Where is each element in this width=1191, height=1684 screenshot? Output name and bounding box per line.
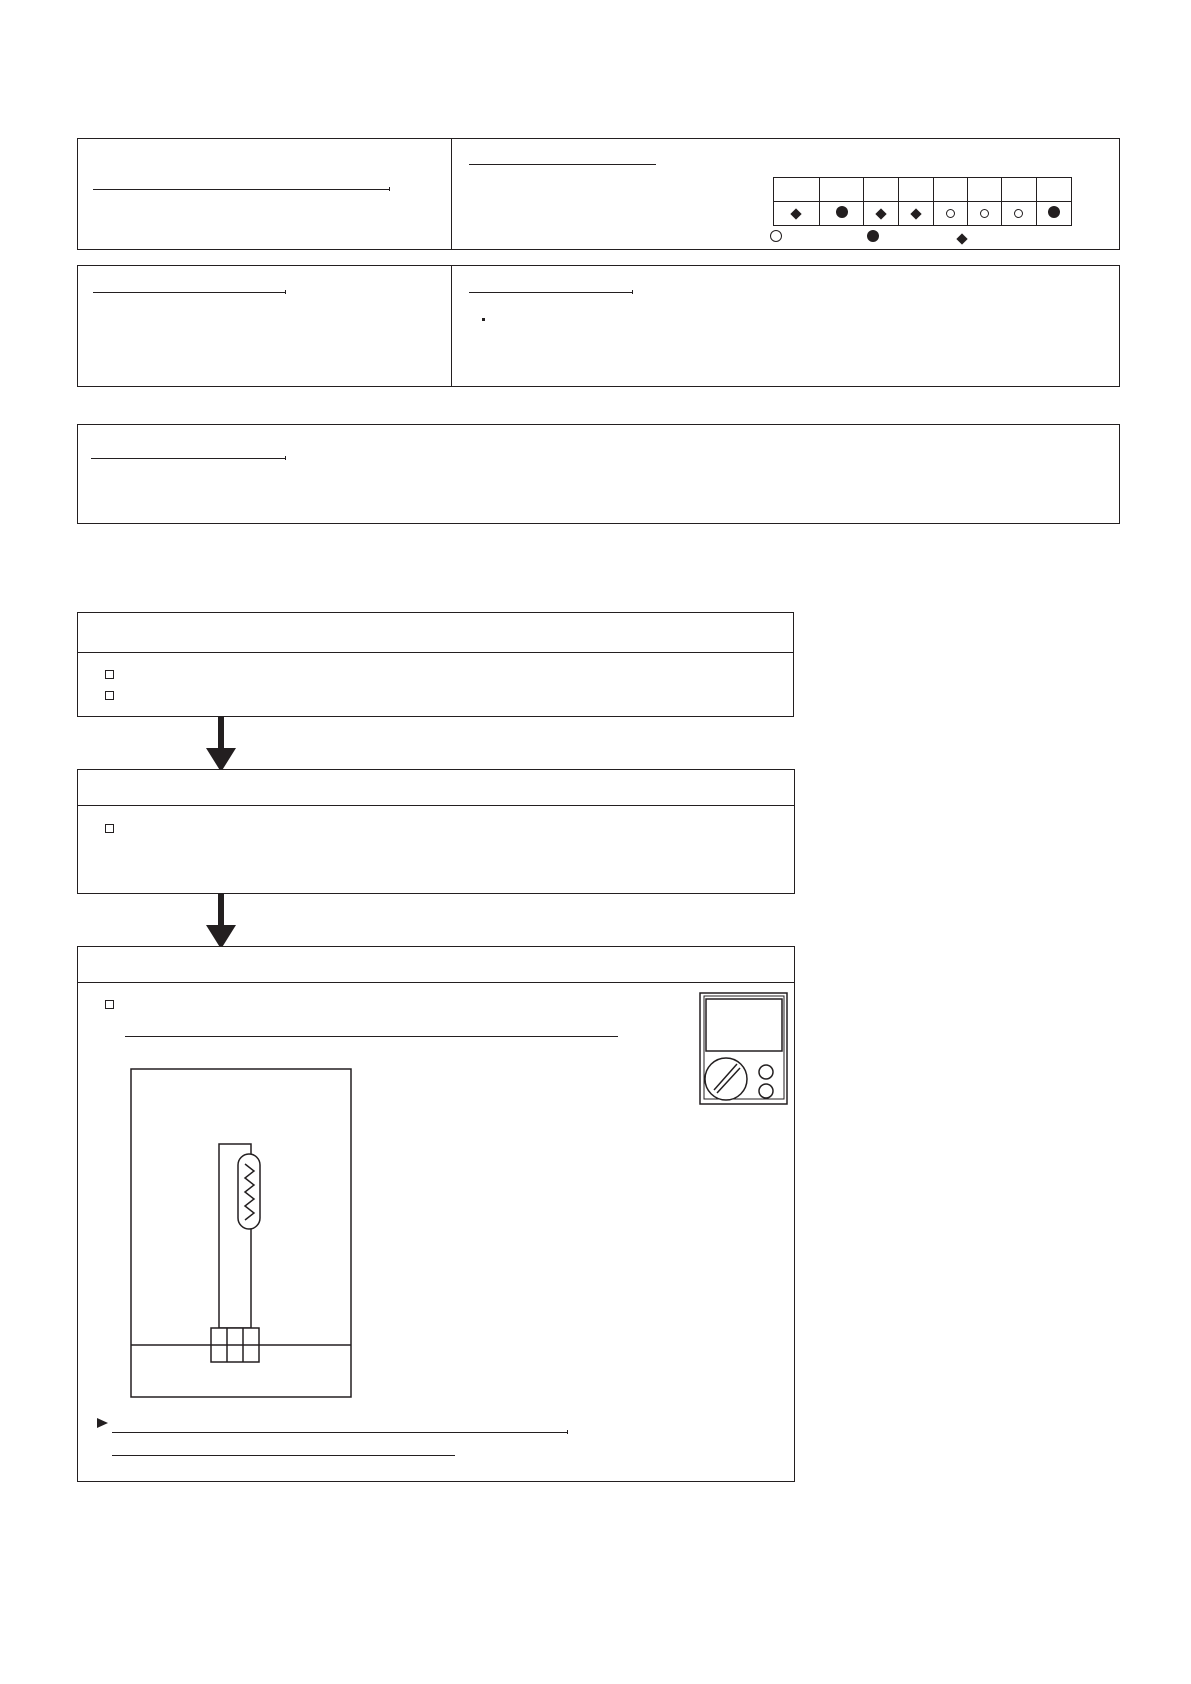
lamp-off-circle-icon — [1014, 209, 1023, 218]
lamp-on-dot-icon — [867, 230, 879, 242]
lamp-off-circle-icon — [980, 209, 989, 218]
legend-lamp-blinking — [958, 230, 966, 248]
down-arrow-icon — [206, 893, 236, 949]
note-underline-1 — [112, 1432, 567, 1433]
small-square-bullet — [482, 318, 485, 321]
legend-lamp-on — [867, 229, 879, 247]
indicator-header-cell — [933, 178, 967, 202]
lamp-blinking-diamond-icon — [876, 208, 887, 219]
indicator-header-cell — [774, 178, 820, 202]
info-panel-row-3 — [77, 424, 1120, 524]
step-1-box — [77, 612, 794, 717]
lamp-off-circle-icon — [946, 209, 955, 218]
indicator-lamp-table — [773, 177, 1072, 226]
indicator-header-cell — [967, 178, 1001, 202]
indicator-header-cell — [864, 178, 899, 202]
lamp-off-circle-icon — [770, 230, 782, 242]
measurement-underline — [125, 1036, 618, 1037]
legend-lamp-off — [770, 229, 782, 247]
step-2-title-divider — [77, 805, 795, 806]
step-2-checkbox[interactable] — [105, 824, 114, 833]
lamp-blinking-diamond-icon — [956, 233, 967, 244]
down-arrow-icon — [206, 716, 236, 772]
indicator-heading-underline — [469, 164, 656, 165]
indicator-symbol-row — [774, 202, 1072, 226]
step-1-title-divider — [77, 652, 794, 653]
probable-cause-underline — [91, 458, 285, 459]
lamp-blinking-diamond-icon — [910, 208, 921, 219]
right-triangle-pointer-icon — [97, 1417, 109, 1429]
indicator-header-cell — [819, 178, 864, 202]
step-3-title-divider — [77, 982, 795, 983]
info-panel-row-2 — [77, 265, 1120, 387]
step-1-checkbox[interactable] — [105, 691, 114, 700]
thermistor-sensor-diagram — [130, 1068, 352, 1398]
info-panel-row-2-divider — [451, 265, 452, 387]
step-1-checkbox[interactable] — [105, 670, 114, 679]
indicator-header-row — [774, 178, 1072, 202]
lamp-on-dot-icon — [1048, 206, 1060, 218]
info-panel-row-1-divider — [451, 138, 452, 250]
note-underline-2 — [112, 1455, 455, 1456]
step-2-box — [77, 769, 795, 894]
detection-method-underline — [93, 292, 285, 293]
indicator-header-cell — [1036, 178, 1071, 202]
indicator-header-cell — [1001, 178, 1036, 202]
multimeter-icon — [699, 992, 789, 1106]
condition-underline — [469, 292, 632, 293]
step-3-checkbox[interactable] — [105, 1000, 114, 1009]
error-code-underline — [93, 189, 389, 190]
indicator-header-cell — [899, 178, 933, 202]
lamp-blinking-diamond-icon — [791, 208, 802, 219]
lamp-on-dot-icon — [836, 206, 848, 218]
